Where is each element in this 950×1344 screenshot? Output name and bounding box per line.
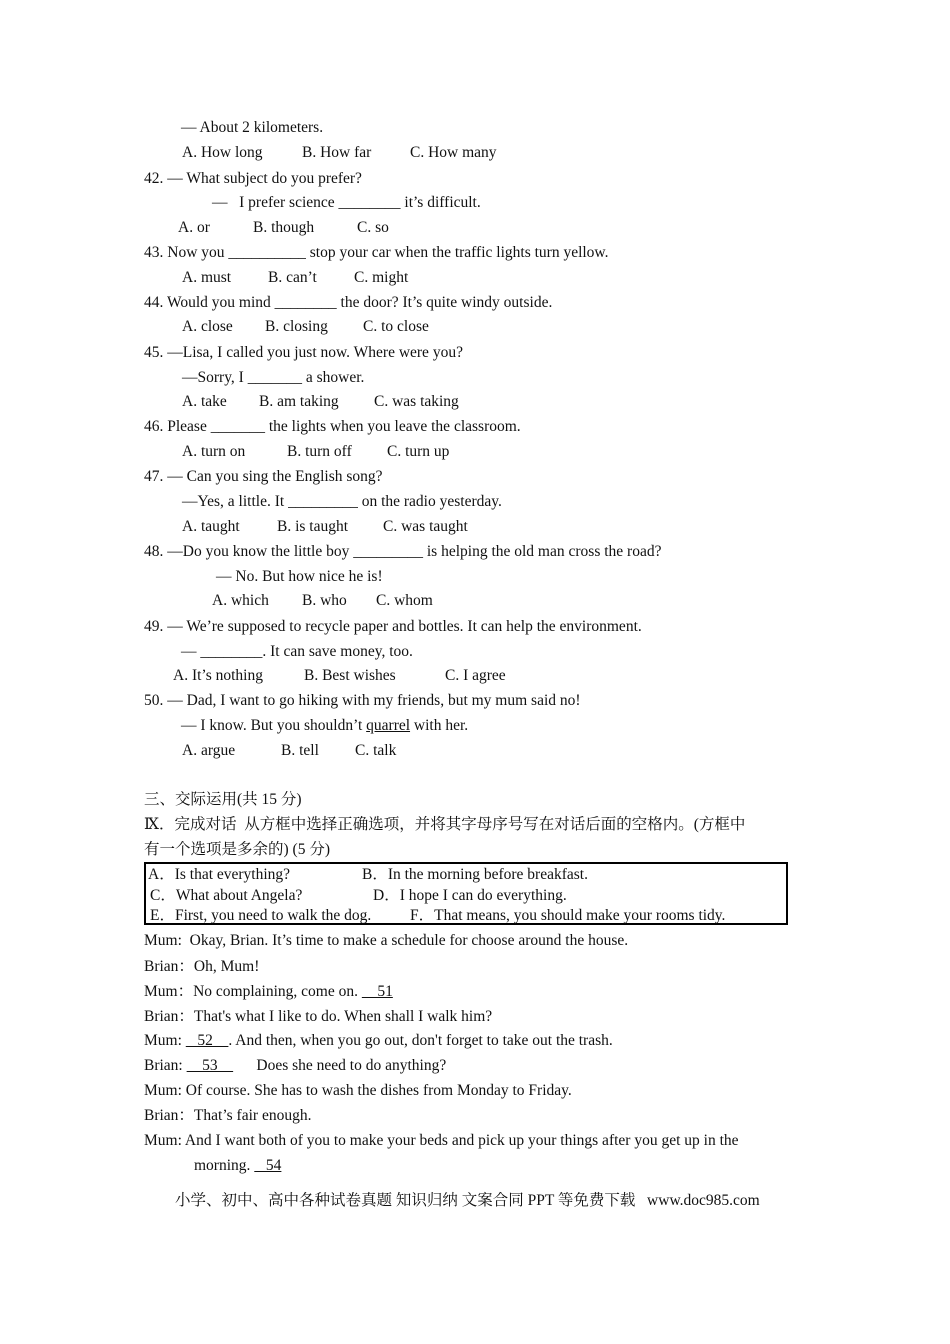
q50-option-c: C. talk <box>355 742 397 759</box>
q47-option-a: A. taught <box>182 518 240 535</box>
q45-option-b: B. am taking <box>259 393 339 410</box>
dialogue-line-9: Mum: And I want both of you to make your beds and pick up your things after you get up in the <box>144 1132 739 1149</box>
q50-stem: 50. — Dad, I want to go hiking with my friends, but my mum said no! <box>144 692 581 709</box>
q48-option-c: C. whom <box>376 592 433 609</box>
q46-stem: 46. Please _______ the lights when you leave the classroom. <box>144 418 521 435</box>
q50-option-b: B. tell <box>281 742 319 759</box>
q45-option-c: C. was taking <box>374 393 459 410</box>
q47-option-c: C. was taught <box>383 518 468 535</box>
section-3-instruction-line1: Ⅸ．完成对话 从方框中选择正确选项，并将其字母序号写在对话后面的空格内。(方框中 <box>144 816 746 833</box>
q42-option-a: A. or <box>178 219 210 236</box>
dialogue-line-8: Brian：That’s fair enough. <box>144 1107 312 1124</box>
blank-52: 52 <box>185 1032 229 1049</box>
dialogue-line-4: Brian：That's what I like to do. When shall I walk him? <box>144 1008 493 1025</box>
q44-stem: 44. Would you mind ________ the door? It’s quite windy outside. <box>144 294 553 311</box>
q47-stem: 47. — Can you sing the English song? <box>144 468 383 485</box>
q43-option-c: C. might <box>354 269 409 286</box>
dialogue-line-10 <box>194 1156 281 1176</box>
q46-option-c: C. turn up <box>387 443 450 460</box>
dialogue-line-6 <box>144 1056 446 1076</box>
q47-option-b: B. is taught <box>277 518 349 535</box>
page-footer: 小学、初中、高中各种试卷真题 知识归纳 文案合同 PPT 等免费下载 www.doc985.com <box>175 1192 760 1209</box>
q41-answer-line: — About 2 kilometers. <box>181 119 324 136</box>
q50-reply-before: — I know. But you shouldn’t <box>181 717 367 734</box>
blank-51: 51 <box>361 983 393 1000</box>
q43-option-a: A. must <box>182 269 232 286</box>
q50-reply-after: with her. <box>410 717 469 734</box>
blank-53: 53 <box>186 1057 234 1074</box>
q43-option-b: B. can’t <box>268 269 317 286</box>
q45-reply: —Sorry, I _______ a shower. <box>182 369 365 386</box>
box-option-d: D．I hope I can do everything. <box>373 887 567 904</box>
q41-option-b: B. How far <box>302 144 372 161</box>
q41-option-c: C. How many <box>410 144 497 161</box>
box-option-b: B．In the morning before breakfast. <box>362 866 588 883</box>
dialogue-line-3-text: Mum：No complaining, come on. <box>144 983 362 1000</box>
q48-option-b: B. who <box>302 592 347 609</box>
dialogue-line-7: Mum: Of course. She has to wash the dishes from Monday to Friday. <box>144 1082 572 1099</box>
q45-option-a: A. take <box>182 393 227 410</box>
q42-reply: — I prefer science ________ it’s difficult. <box>212 194 481 211</box>
q44-option-a: A. close <box>182 318 233 335</box>
box-option-a: A．Is that everything? <box>148 866 291 883</box>
q42-option-c: C. so <box>357 219 389 236</box>
q46-option-b: B. turn off <box>287 443 352 460</box>
dialogue-line-6-text: Does she need to do anything? <box>233 1057 447 1074</box>
section-3-instruction-line2: 有一个选项是多余的) (5 分) <box>144 841 330 858</box>
q50-option-a: A. argue <box>182 742 236 759</box>
q45-stem: 45. —Lisa, I called you just now. Where were you? <box>144 344 463 361</box>
dialogue-line-10-text: morning. <box>194 1157 255 1174</box>
q48-option-a: A. which <box>212 592 269 609</box>
q49-reply: — ________. It can save money, too. <box>181 643 413 660</box>
q48-stem: 48. —Do you know the little boy _________ is helping the old man cross the road? <box>144 543 662 560</box>
q50-underlined-word: quarrel <box>366 717 411 734</box>
q49-option-c: C. I agree <box>445 667 506 684</box>
q47-reply: —Yes, a little. It _________ on the radio yesterday. <box>182 493 502 510</box>
q50-reply <box>181 716 468 736</box>
q44-option-b: B. closing <box>265 318 328 335</box>
dialogue-line-5-prefix: Mum: <box>144 1032 186 1049</box>
q42-option-b: B. though <box>253 219 315 236</box>
q44-option-c: C. to close <box>363 318 429 335</box>
q48-reply: — No. But how nice he is! <box>216 568 383 585</box>
dialogue-line-2: Brian：Oh, Mum! <box>144 958 260 975</box>
q42-stem: 42. — What subject do you prefer? <box>144 170 362 187</box>
dialogue-line-1: Mum: Okay, Brian. It’s time to make a schedule for choose around the house. <box>144 932 629 949</box>
q41-option-a: A. How long <box>182 144 263 161</box>
q46-option-a: A. turn on <box>182 443 246 460</box>
box-option-f: F．That means, you should make your rooms tidy. <box>410 907 726 924</box>
dialogue-line-6-prefix: Brian: <box>144 1057 187 1074</box>
blank-54: 54 <box>254 1157 282 1174</box>
dialogue-line-5-text: . And then, when you go out, don't forget to take out the trash. <box>228 1032 613 1049</box>
dialogue-line-5 <box>144 1031 613 1051</box>
box-option-c: C．What about Angela? <box>150 887 303 904</box>
q49-option-b: B. Best wishes <box>304 667 396 684</box>
q49-stem: 49. — We’re supposed to recycle paper and bottles. It can help the environment. <box>144 618 642 635</box>
q49-option-a: A. It’s nothing <box>173 667 263 684</box>
section-3-title: 三、交际运用(共 15 分) <box>144 791 302 808</box>
dialogue-line-3 <box>144 982 393 1002</box>
box-option-e: E．First, you need to walk the dog. <box>150 907 372 924</box>
q43-stem: 43. Now you __________ stop your car when the traffic lights turn yellow. <box>144 244 609 261</box>
